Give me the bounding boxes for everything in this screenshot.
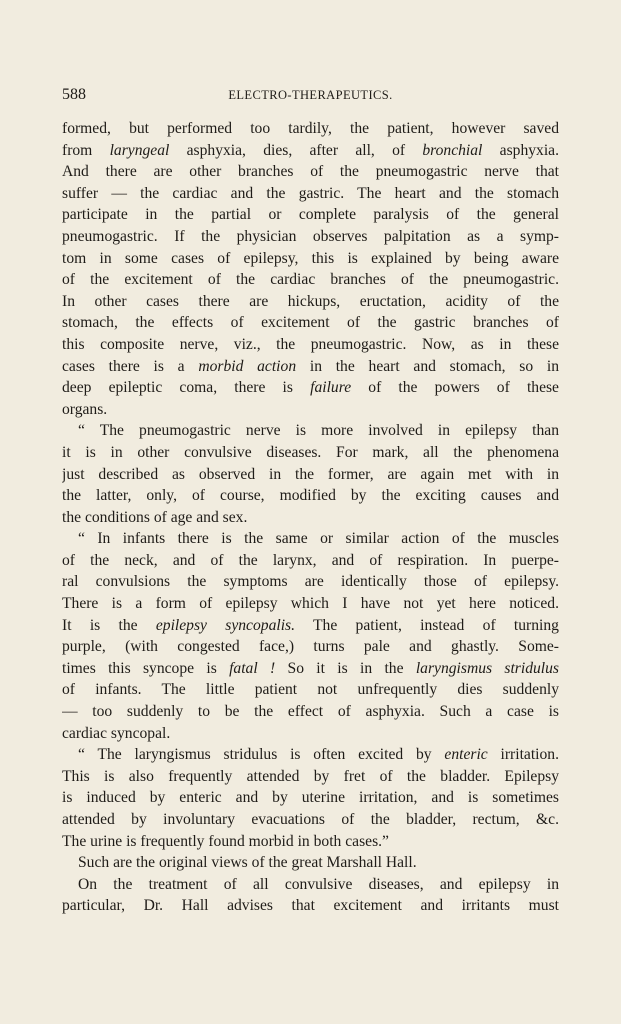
text-segment: asphyxia, dies, after all, of [169, 141, 423, 159]
text-segment: — too suddenly to be the effect of asphyxia. Such a case is [62, 703, 559, 721]
text-segment: There is a form of epilepsy which I have not yet here noticed. [62, 595, 559, 613]
text-segment: “ In infants there is the same or similar action of the muscles [78, 530, 559, 548]
page-number: 588 [62, 86, 86, 103]
text-line [62, 744, 559, 766]
italic-text: laryngeal [109, 141, 170, 159]
text-line [62, 895, 559, 917]
italic-text: fatal ! [229, 659, 276, 677]
text-line [62, 571, 559, 593]
text-segment: In other cases there are hickups, eructation, acidity of the [62, 292, 559, 310]
italic-text: bronchial [422, 141, 483, 159]
text-segment: irritation. [487, 746, 559, 764]
running-head: ELECTRO-THERAPEUTICS. [228, 88, 393, 102]
text-segment: pneumogastric. If the physician observes palpitation as a symp- [62, 227, 559, 245]
text-line [62, 269, 559, 291]
text-segment: “ The pneumogastric nerve is more involved in epilepsy than [78, 422, 559, 440]
text-segment: purple, (with congested face,) turns pale and ghastly. Some- [62, 638, 559, 656]
text-line [62, 723, 559, 745]
text-line [62, 204, 559, 226]
text-line [62, 831, 559, 853]
text-line [62, 399, 559, 421]
text-segment: particular, Dr. Hall advises that excitement and irritants must [62, 897, 559, 915]
text-line [62, 550, 559, 572]
text-segment: tom in some cases of epilepsy, this is explained by being aware [62, 249, 559, 267]
text-segment: from [62, 141, 110, 159]
text-segment: asphyxia. [482, 141, 559, 159]
text-segment: “ The laryngismus stridulus is often excited by [78, 746, 445, 764]
text-line [62, 507, 559, 529]
text-line [62, 809, 559, 831]
text-segment: This is also frequently attended by fret of the bladder. Epilepsy [62, 767, 559, 785]
text-line [62, 420, 559, 442]
text-segment: formed, but performed too tardily, the patient, however saved [62, 120, 559, 137]
text-segment: deep epileptic coma, there is [62, 379, 311, 397]
text-line [62, 528, 559, 550]
text-segment: Such are the original views of the great Marshall Hall. [78, 854, 417, 872]
italic-text: failure [310, 379, 352, 397]
text-line [62, 442, 559, 464]
text-segment: the latter, only, of course, modified by the exciting causes and [62, 487, 559, 505]
text-segment: of the neck, and of the larynx, and of respiration. In puerpe- [62, 551, 559, 569]
text-segment: the conditions of age and sex. [62, 508, 248, 526]
text-line [62, 485, 559, 507]
text-segment: The urine is frequently found morbid in both cases.” [62, 832, 389, 850]
text-line [62, 615, 559, 637]
text-segment: ral convulsions the symptoms are identically those of epilepsy. [62, 573, 559, 591]
text-segment: organs. [62, 400, 108, 418]
text-line [62, 183, 559, 205]
text-line [62, 766, 559, 788]
text-line [62, 291, 559, 313]
text-line [62, 464, 559, 486]
italic-text: enteric [444, 746, 488, 764]
text-segment: of the excitement of the cardiac branches of the pneumogastric. [62, 271, 559, 289]
text-segment: times this syncope is [62, 659, 230, 677]
text-line [62, 874, 559, 896]
body-text [62, 118, 559, 917]
text-segment: in the heart and stomach, so in [296, 357, 559, 375]
text-segment: of the powers of these [351, 379, 559, 397]
text-line [62, 787, 559, 809]
page-header [62, 86, 559, 110]
text-segment: On the treatment of all convulsive diseases, and epilepsy in [78, 875, 559, 893]
text-segment: cases there is a [62, 357, 199, 375]
text-segment: suffer — the cardiac and the gastric. The heart and the stomach [62, 184, 559, 202]
text-segment: So it is in the [275, 659, 416, 677]
text-line [62, 312, 559, 334]
text-line [62, 593, 559, 615]
text-segment: participate in the partial or complete paralysis of the general [62, 206, 559, 224]
italic-text: epilepsy syncopalis. [155, 616, 295, 634]
text-line [62, 226, 559, 248]
text-segment: It is the [62, 616, 156, 634]
text-segment: just described as observed in the former, are again met with in [62, 465, 559, 483]
text-segment: attended by involuntary evacuations of the bladder, rectum, &c. [62, 811, 559, 828]
text-line [62, 679, 559, 701]
text-segment: And there are other branches of the pneumogastric nerve that [62, 163, 559, 181]
text-segment: The patient, instead of turning [295, 616, 559, 634]
italic-text: morbid action [198, 357, 297, 375]
text-segment: stomach, the effects of excitement of the gastric branches of [62, 314, 559, 332]
text-line [62, 334, 559, 356]
text-line [62, 377, 559, 399]
text-segment: cardiac syncopal. [62, 724, 171, 742]
text-line [62, 636, 559, 658]
text-line [62, 701, 559, 723]
text-line [62, 658, 559, 680]
text-segment: this composite nerve, viz., the pneumogastric. Now, as in these [62, 335, 559, 353]
text-line [62, 161, 559, 183]
text-line [62, 248, 559, 270]
text-line [62, 356, 559, 378]
text-segment: it is in other convulsive diseases. For mark, all the phenomena [62, 443, 559, 461]
text-line [62, 140, 559, 162]
italic-text: laryngismus stridulus [415, 659, 559, 677]
text-segment: of infants. The little patient not unfrequently dies suddenly [62, 681, 559, 699]
text-segment: is induced by enteric and by uterine irritation, and is sometimes [62, 789, 559, 807]
text-line [62, 118, 559, 140]
text-line [62, 852, 559, 874]
